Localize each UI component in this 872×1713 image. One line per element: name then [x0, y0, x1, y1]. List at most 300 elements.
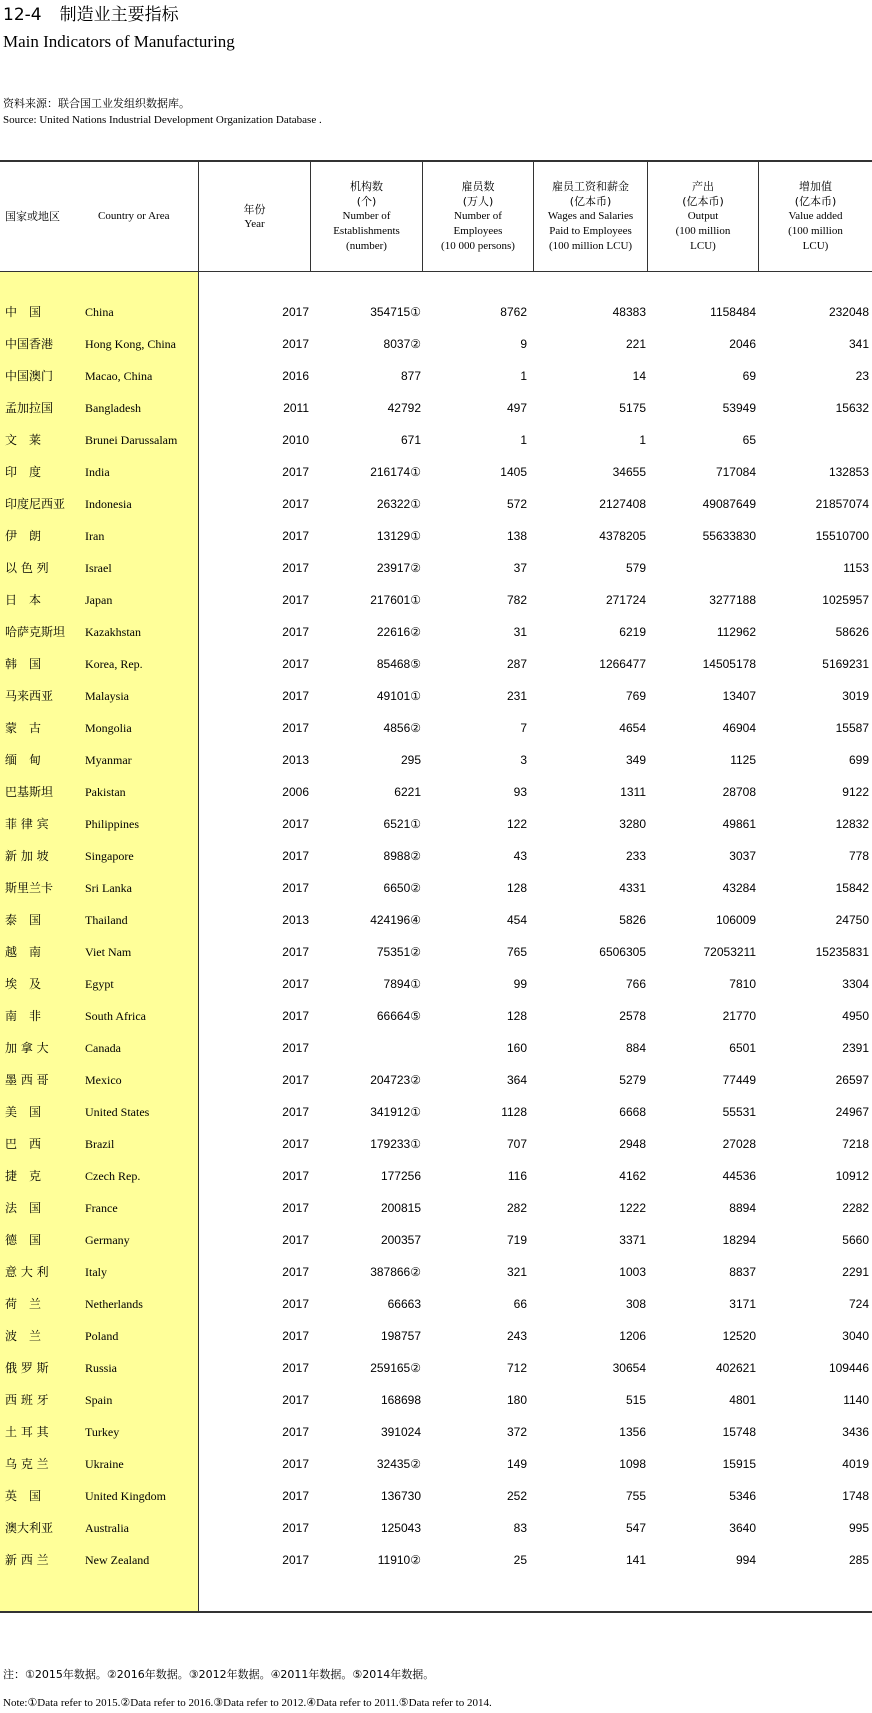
employees-cell: 83: [513, 1521, 527, 1535]
wages-cell: 5826: [619, 913, 646, 927]
establishments-cell: 136730: [380, 1489, 421, 1503]
country-zh-cell: 泰 国: [5, 913, 42, 927]
country-en-cell: Turkey: [85, 1425, 120, 1439]
wages-cell: 2578: [619, 1009, 646, 1023]
value-added-cell: 15587: [835, 721, 869, 735]
output-cell: 3037: [729, 849, 756, 863]
establishments-cell: 8037②: [383, 337, 421, 351]
table-row: [0, 904, 872, 936]
year-cell: 2017: [282, 593, 309, 607]
country-zh-cell: 荷 兰: [5, 1297, 42, 1311]
table-row: [0, 872, 872, 904]
value-added-cell: 4950: [842, 1009, 869, 1023]
country-zh-cell: 捷 克: [5, 1169, 42, 1183]
country-zh-cell: 俄 罗 斯: [5, 1361, 49, 1375]
establishments-cell: 6521①: [383, 817, 421, 831]
establishments-cell: 198757: [380, 1329, 421, 1343]
year-cell: 2017: [282, 337, 309, 351]
header-va-en2: (100 million: [788, 225, 843, 237]
year-cell: 2017: [282, 1297, 309, 1311]
wages-cell: 2127408: [599, 497, 646, 511]
table-row: [0, 1480, 872, 1512]
year-cell: 2017: [282, 1361, 309, 1375]
establishments-cell: 354715①: [370, 305, 421, 319]
employees-cell: 243: [506, 1329, 527, 1343]
establishments-cell: 341912①: [370, 1105, 421, 1119]
country-en-cell: Italy: [85, 1265, 107, 1279]
year-cell: 2017: [282, 561, 309, 575]
output-cell: 46904: [722, 721, 756, 735]
year-cell: 2017: [282, 497, 309, 511]
employees-cell: 25: [513, 1553, 527, 1567]
output-cell: 6501: [729, 1041, 756, 1055]
output-cell: 72053211: [703, 945, 756, 959]
wages-cell: 769: [625, 689, 646, 703]
establishments-cell: 75351②: [376, 945, 421, 959]
header-out-unit-zh: (亿本币): [682, 195, 724, 208]
table-row: [0, 840, 872, 872]
country-zh-cell: 新 西 兰: [5, 1553, 49, 1567]
country-en-cell: Bangladesh: [85, 401, 141, 415]
table-row: [0, 1128, 872, 1160]
output-cell: 7810: [729, 977, 756, 991]
header-wage-en1: Wages and Salaries: [547, 210, 634, 222]
wages-cell: 233: [625, 849, 646, 863]
table-row: [0, 680, 872, 712]
year-cell: 2013: [282, 753, 309, 767]
table-header: [0, 162, 872, 271]
table-row: [0, 1288, 872, 1320]
header-est-unit-zh: (个): [356, 195, 377, 208]
employees-cell: 287: [506, 657, 527, 671]
year-cell: 2017: [282, 1329, 309, 1343]
source-en: Source: United Nations Industrial Development Organization Database .: [3, 114, 322, 126]
employees-cell: 1: [520, 433, 527, 447]
header-emp-zh: 雇员数: [461, 180, 495, 193]
output-cell: 21770: [722, 1009, 756, 1023]
country-zh-cell: 英 国: [5, 1489, 42, 1503]
country-zh-cell: 韩 国: [5, 657, 42, 671]
establishments-cell: 125043: [380, 1521, 421, 1535]
value-added-cell: 26597: [835, 1073, 869, 1087]
employees-cell: 497: [506, 401, 527, 415]
table-body: [0, 296, 872, 1576]
country-en-cell: United States: [85, 1105, 150, 1119]
employees-cell: 180: [506, 1393, 527, 1407]
value-added-cell: 109446: [828, 1361, 869, 1375]
value-added-cell: 699: [848, 753, 869, 767]
wages-cell: 547: [625, 1521, 646, 1535]
employees-cell: 99: [513, 977, 527, 991]
output-cell: 717084: [715, 465, 756, 479]
header-out-en3: LCU): [690, 240, 716, 252]
year-cell: 2017: [282, 721, 309, 735]
notes-zh: 注：①2015年数据。②2016年数据。③2012年数据。④2011年数据。⑤2014年数据。: [3, 1668, 435, 1681]
employees-cell: 122: [506, 817, 527, 831]
employees-cell: 160: [506, 1041, 527, 1055]
country-zh-cell: 澳大利亚: [5, 1521, 54, 1535]
header-employees: [423, 162, 534, 271]
header-emp-en2: Employees: [453, 225, 503, 237]
employees-cell: 765: [506, 945, 527, 959]
wages-cell: 14: [632, 369, 646, 383]
wages-cell: 755: [625, 1489, 646, 1503]
country-en-cell: China: [85, 305, 114, 319]
value-added-cell: 778: [848, 849, 869, 863]
value-added-cell: 15510700: [815, 529, 869, 543]
header-out-en2: (100 million: [675, 225, 731, 237]
country-zh-cell: 伊 朗: [5, 529, 42, 543]
wages-cell: 221: [625, 337, 646, 351]
country-zh-cell: 马来西亚: [5, 689, 54, 703]
output-cell: 77449: [722, 1073, 756, 1087]
table-row: [0, 808, 872, 840]
wages-cell: 3371: [619, 1233, 646, 1247]
header-va-en1: Value added: [788, 210, 843, 222]
employees-cell: 712: [506, 1361, 527, 1375]
output-cell: 1158484: [710, 305, 756, 319]
wages-cell: 515: [625, 1393, 646, 1407]
value-added-cell: 15632: [835, 401, 869, 415]
country-en-cell: Philippines: [85, 817, 140, 831]
year-cell: 2017: [282, 689, 309, 703]
value-added-cell: 58626: [835, 625, 869, 639]
establishments-cell: 179233①: [370, 1137, 421, 1151]
year-cell: 2017: [282, 1041, 309, 1055]
header-country: [0, 162, 199, 271]
wages-cell: 1222: [619, 1201, 646, 1215]
year-cell: 2017: [282, 305, 309, 319]
year-cell: 2017: [282, 1489, 309, 1503]
employees-cell: 321: [506, 1265, 527, 1279]
establishments-cell: 391024: [380, 1425, 421, 1439]
employees-cell: 707: [506, 1137, 527, 1151]
header-establishments: [311, 162, 423, 271]
country-zh-cell: 埃 及: [5, 977, 42, 991]
employees-cell: 364: [506, 1073, 527, 1087]
establishments-cell: 13129①: [376, 529, 421, 543]
value-added-cell: 232048: [828, 305, 869, 319]
employees-cell: 719: [506, 1233, 527, 1247]
year-cell: 2017: [282, 1425, 309, 1439]
country-en-cell: Russia: [85, 1361, 118, 1375]
year-cell: 2017: [282, 881, 309, 895]
value-added-cell: 132853: [828, 465, 869, 479]
employees-cell: 252: [506, 1489, 527, 1503]
country-zh-cell: 印 度: [5, 465, 42, 479]
wages-cell: 1206: [619, 1329, 646, 1343]
year-cell: 2013: [282, 913, 309, 927]
table-row: [0, 1256, 872, 1288]
value-added-cell: 2282: [842, 1201, 869, 1215]
country-zh-cell: 土 耳 其: [5, 1425, 49, 1439]
table-row: [0, 1000, 872, 1032]
value-added-cell: 724: [848, 1297, 869, 1311]
wages-cell: 1311: [620, 785, 646, 799]
country-zh-cell: 乌 克 兰: [5, 1457, 49, 1471]
country-en-cell: Kazakhstan: [85, 625, 141, 639]
country-en-cell: Brazil: [85, 1137, 115, 1151]
establishments-cell: 387866②: [370, 1265, 421, 1279]
establishments-cell: 8988②: [383, 849, 421, 863]
wages-cell: 5175: [619, 401, 646, 415]
output-cell: 15748: [722, 1425, 756, 1439]
country-en-cell: Korea, Rep.: [85, 657, 143, 671]
year-cell: 2017: [282, 849, 309, 863]
wages-cell: 579: [625, 561, 646, 575]
employees-cell: 454: [506, 913, 527, 927]
header-wage-zh: 雇员工资和薪金: [552, 180, 629, 193]
header-est-unit-en: (number): [346, 240, 387, 252]
wages-cell: 4654: [619, 721, 646, 735]
employees-cell: 1128: [501, 1105, 527, 1119]
country-zh-cell: 蒙 古: [5, 721, 42, 735]
country-en-cell: Malaysia: [85, 689, 129, 703]
notes-block: [3, 1657, 492, 1713]
employees-cell: 7: [520, 721, 527, 735]
table-row: [0, 776, 872, 808]
table-bottom-rule: [0, 1611, 872, 1613]
header-year-en: Year: [244, 217, 265, 230]
header-country-zh: 国家或地区: [5, 210, 60, 223]
output-cell: 53949: [722, 401, 756, 415]
country-zh-cell: 波 兰: [5, 1329, 42, 1343]
output-cell: 43284: [722, 881, 756, 895]
establishments-cell: 877: [400, 369, 421, 383]
wages-cell: 5279: [619, 1073, 646, 1087]
output-cell: 27028: [722, 1137, 756, 1151]
table-row: [0, 424, 872, 456]
country-en-cell: Germany: [85, 1233, 130, 1247]
country-zh-cell: 巴 西: [5, 1137, 42, 1151]
year-cell: 2017: [282, 1201, 309, 1215]
value-added-cell: 3304: [842, 977, 869, 991]
establishments-cell: 42792: [387, 401, 421, 415]
table-row: [0, 936, 872, 968]
establishments-cell: 49101①: [376, 689, 421, 703]
country-en-cell: Sri Lanka: [85, 881, 132, 895]
table-row: [0, 616, 872, 648]
country-en-cell: Brunei Darussalam: [85, 433, 178, 447]
output-cell: 12520: [722, 1329, 756, 1343]
value-added-cell: 5169231: [822, 657, 869, 671]
table-row: [0, 360, 872, 392]
country-en-cell: India: [85, 465, 110, 479]
header-emp-unit-en: (10 000 persons): [441, 240, 515, 252]
establishments-cell: 204723②: [370, 1073, 421, 1087]
output-cell: 44536: [722, 1169, 756, 1183]
year-cell: 2017: [282, 1169, 309, 1183]
header-bottom-rule: [0, 271, 872, 272]
value-added-cell: 15842: [835, 881, 869, 895]
country-zh-cell: 斯里兰卡: [5, 881, 54, 895]
wages-cell: 2948: [619, 1137, 646, 1151]
table-row: [0, 328, 872, 360]
value-added-cell: 1140: [843, 1393, 869, 1407]
year-cell: 2010: [282, 433, 309, 447]
year-cell: 2017: [282, 657, 309, 671]
country-en-cell: Pakistan: [85, 785, 126, 799]
table-row: [0, 744, 872, 776]
year-cell: 2017: [282, 625, 309, 639]
wages-cell: 4162: [619, 1169, 646, 1183]
table-row: [0, 1416, 872, 1448]
country-en-cell: Thailand: [85, 913, 128, 927]
output-cell: 55531: [722, 1105, 756, 1119]
year-cell: 2017: [282, 1457, 309, 1471]
value-added-cell: 341: [848, 337, 869, 351]
header-emp-en1: Number of: [454, 210, 502, 222]
header-est-en1: Number of: [342, 210, 391, 222]
country-zh-cell: 德 国: [5, 1233, 42, 1247]
table-row: [0, 296, 872, 328]
year-cell: 2017: [282, 1233, 309, 1247]
wages-cell: 271724: [605, 593, 646, 607]
header-out-zh: 产出: [692, 180, 714, 193]
establishments-cell: 217601①: [370, 593, 421, 607]
country-zh-cell: 缅 甸: [5, 753, 42, 767]
employees-cell: 9: [520, 337, 527, 351]
year-cell: 2017: [282, 529, 309, 543]
table-row: [0, 456, 872, 488]
year-cell: 2017: [282, 1521, 309, 1535]
employees-cell: 1: [520, 369, 527, 383]
country-en-cell: Macao, China: [85, 369, 153, 383]
year-cell: 2006: [282, 785, 309, 799]
output-cell: 1125: [730, 753, 756, 767]
wages-cell: 1: [639, 433, 646, 447]
country-zh-cell: 中 国: [5, 305, 42, 319]
value-added-cell: 24967: [835, 1105, 869, 1119]
country-en-cell: Israel: [85, 561, 112, 575]
employees-cell: 282: [506, 1201, 527, 1215]
establishments-cell: 200815: [380, 1201, 421, 1215]
table-row: [0, 392, 872, 424]
country-zh-cell: 菲 律 宾: [5, 817, 49, 831]
country-en-cell: Egypt: [85, 977, 114, 991]
country-zh-cell: 美 国: [5, 1105, 42, 1119]
table-row: [0, 1224, 872, 1256]
country-en-cell: Canada: [85, 1041, 121, 1055]
wages-cell: 349: [625, 753, 646, 767]
source-block: [3, 95, 322, 129]
header-wage-en2: Paid to Employees: [549, 225, 632, 237]
header-year: [199, 162, 311, 271]
value-added-cell: 2291: [842, 1265, 869, 1279]
value-added-cell: 995: [848, 1521, 869, 1535]
employees-cell: 782: [506, 593, 527, 607]
establishments-cell: 424196④: [370, 913, 421, 927]
country-zh-cell: 中国香港: [5, 337, 54, 351]
establishments-cell: 11910②: [377, 1553, 421, 1567]
table-row: [0, 1096, 872, 1128]
header-emp-unit-zh: (万人): [462, 195, 494, 208]
country-en-cell: Hong Kong, China: [85, 337, 176, 351]
establishments-cell: 32435②: [376, 1457, 421, 1471]
establishments-cell: 177256: [380, 1169, 421, 1183]
establishments-cell: 23917②: [376, 561, 421, 575]
country-zh-cell: 法 国: [5, 1201, 42, 1215]
country-zh-cell: 墨 西 哥: [5, 1073, 49, 1087]
employees-cell: 116: [507, 1169, 527, 1183]
table-row: [0, 648, 872, 680]
output-cell: 3171: [729, 1297, 756, 1311]
wages-cell: 1356: [619, 1425, 646, 1439]
country-zh-cell: 南 非: [5, 1009, 42, 1023]
table-row: [0, 1384, 872, 1416]
output-cell: 65: [742, 433, 756, 447]
title-block: [3, 2, 235, 54]
establishments-cell: 168698: [380, 1393, 421, 1407]
establishments-cell: 6650②: [383, 881, 421, 895]
value-added-cell: 10912: [835, 1169, 869, 1183]
table-row: [0, 1032, 872, 1064]
establishments-cell: 66664⑤: [376, 1009, 421, 1023]
wages-cell: 6506305: [599, 945, 646, 959]
country-en-cell: Japan: [85, 593, 113, 607]
output-cell: 55633830: [702, 529, 756, 543]
table-row: [0, 1160, 872, 1192]
year-cell: 2017: [282, 465, 309, 479]
table-row: [0, 552, 872, 584]
country-en-cell: Mongolia: [85, 721, 132, 735]
table-row: [0, 968, 872, 1000]
employees-cell: 128: [506, 1009, 527, 1023]
value-added-cell: 15235831: [815, 945, 869, 959]
employees-cell: 3: [520, 753, 527, 767]
establishments-cell: 6221: [394, 785, 421, 799]
establishments-cell: 22616②: [376, 625, 421, 639]
establishments-cell: 7894①: [383, 977, 421, 991]
year-cell: 2017: [282, 1393, 309, 1407]
country-en-cell: Iran: [85, 529, 105, 543]
employees-cell: 43: [513, 849, 527, 863]
year-cell: 2016: [282, 369, 309, 383]
employees-cell: 372: [506, 1425, 527, 1439]
table-row: [0, 1192, 872, 1224]
header-value-added: [759, 162, 872, 271]
country-zh-cell: 意 大 利: [5, 1265, 49, 1279]
employees-cell: 66: [513, 1297, 527, 1311]
output-cell: 2046: [729, 337, 756, 351]
value-added-cell: 24750: [835, 913, 869, 927]
table-number: 12-4: [3, 5, 42, 25]
country-zh-cell: 日 本: [5, 593, 42, 607]
output-cell: 5346: [729, 1489, 756, 1503]
value-added-cell: 3040: [842, 1329, 869, 1343]
country-zh-cell: 印度尼西亚: [5, 497, 66, 511]
header-out-en1: Output: [687, 210, 719, 222]
wages-cell: 308: [625, 1297, 646, 1311]
country-en-cell: France: [85, 1201, 118, 1215]
country-en-cell: Mexico: [85, 1073, 122, 1087]
output-cell: 3277188: [709, 593, 756, 607]
employees-cell: 8762: [500, 305, 527, 319]
employees-cell: 572: [506, 497, 527, 511]
table-row: [0, 712, 872, 744]
title-en: Main Indicators of Manufacturing: [3, 32, 235, 51]
value-added-cell: 12832: [835, 817, 869, 831]
indicators-table: [0, 160, 872, 1614]
country-zh-cell: 巴基斯坦: [5, 785, 54, 799]
country-en-cell: United Kingdom: [85, 1489, 166, 1503]
establishments-cell: 26322①: [376, 497, 421, 511]
establishments-cell: 216174①: [370, 465, 421, 479]
year-cell: 2017: [282, 977, 309, 991]
header-output: [648, 162, 759, 271]
header-wage-unit-en: (100 million LCU): [548, 240, 633, 252]
country-zh-cell: 越 南: [5, 945, 42, 959]
